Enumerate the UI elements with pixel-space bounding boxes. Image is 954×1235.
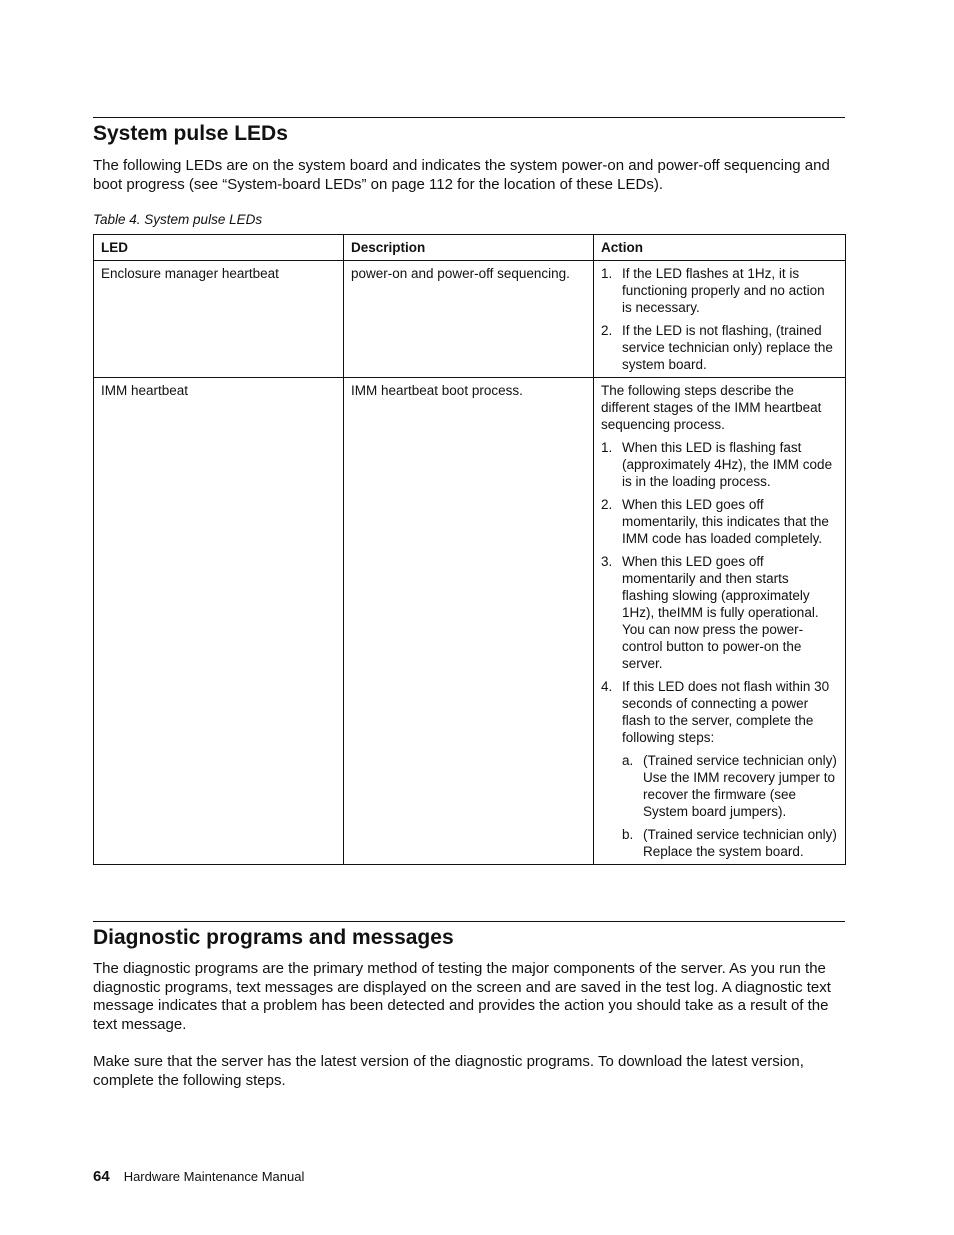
list-item xyxy=(622,826,838,860)
section-intro-paragraph: The following LEDs are on the system board and indicates the system power-on and power-off sequencing and boot progress (see “System-board LEDs” on page 112 for the location of these LEDs). xyxy=(93,157,830,193)
list-item xyxy=(601,439,838,490)
diagnostic-paragraph-2: Make sure that the server has the latest version of the diagnostic programs. To download the latest version, complete the following steps. xyxy=(93,1053,804,1089)
list-item xyxy=(601,265,838,316)
page-number: 64 xyxy=(93,1168,110,1185)
step-text: When this LED goes off momentarily and then starts flashing slowing (approximately 1Hz), theIMM is fully operational. You can now press the power-control button to power-on the server. xyxy=(622,554,819,671)
step-number: 2. xyxy=(601,497,613,512)
system-pulse-leds-table xyxy=(93,234,846,865)
column-header-action: Action xyxy=(594,235,846,261)
table-caption: Table 4. System pulse LEDs xyxy=(93,212,263,227)
substep-text: (Trained service technician only) Use the IMM recovery jumper to recover the firmware (see System board jumpers). xyxy=(643,753,837,819)
action-intro: The following steps describe the different stages of the IMM heartbeat sequencing process. xyxy=(601,383,822,432)
section-divider xyxy=(93,117,845,118)
list-item xyxy=(622,752,838,820)
section-divider xyxy=(93,921,845,922)
column-header-description: Description xyxy=(344,235,594,261)
cell-action xyxy=(594,261,846,378)
list-item xyxy=(601,678,838,860)
cell-description: IMM heartbeat boot process. xyxy=(344,378,594,865)
step-text: If the LED flashes at 1Hz, it is functioning properly and no action is necessary. xyxy=(622,266,825,315)
table-row xyxy=(94,378,846,865)
substep-text: (Trained service technician only) Replace the system board. xyxy=(643,827,837,859)
cell-action xyxy=(594,378,846,865)
page-footer xyxy=(93,1168,304,1185)
step-number: 1. xyxy=(601,266,613,281)
step-number: 4. xyxy=(601,679,613,694)
manual-title: Hardware Maintenance Manual xyxy=(123,1169,305,1184)
list-item xyxy=(601,322,838,373)
step-number: 2. xyxy=(601,323,613,338)
step-number: 3. xyxy=(601,554,613,569)
step-text: When this LED is flashing fast (approximately 4Hz), the IMM code is in the loading process. xyxy=(622,440,833,489)
section-title-diagnostic-programs: Diagnostic programs and messages xyxy=(93,926,454,949)
cell-led: Enclosure manager heartbeat xyxy=(94,261,344,378)
list-item xyxy=(601,496,838,547)
step-number: 1. xyxy=(601,440,613,455)
step-text: If the LED is not flashing, (trained service technician only) replace the system board. xyxy=(622,323,833,372)
action-steps-list xyxy=(601,265,838,373)
substep-letter: b. xyxy=(622,827,634,842)
cell-led: IMM heartbeat xyxy=(94,378,344,865)
action-substeps-list xyxy=(622,752,838,860)
section-title-system-pulse-leds: System pulse LEDs xyxy=(93,122,288,145)
step-text: If this LED does not flash within 30 seconds of connecting a power flash to the server, complete the following steps: xyxy=(622,679,830,745)
table-header-row xyxy=(94,235,846,261)
cell-description: power-on and power-off sequencing. xyxy=(344,261,594,378)
column-header-led: LED xyxy=(94,235,344,261)
diagnostic-paragraph-1: The diagnostic programs are the primary method of testing the major components of the server. As you run the diagnostic programs, text messages are displayed on the screen and are saved in the test log. A diagnostic text message indicates that a problem has been detected and provides the action you should take as a result of the text message. xyxy=(93,960,831,1033)
action-steps-list xyxy=(601,439,838,860)
list-item xyxy=(601,553,838,672)
step-text: When this LED goes off momentarily, this indicates that the IMM code has loaded completely. xyxy=(622,497,829,546)
table-row xyxy=(94,261,846,378)
substep-letter: a. xyxy=(622,753,634,768)
